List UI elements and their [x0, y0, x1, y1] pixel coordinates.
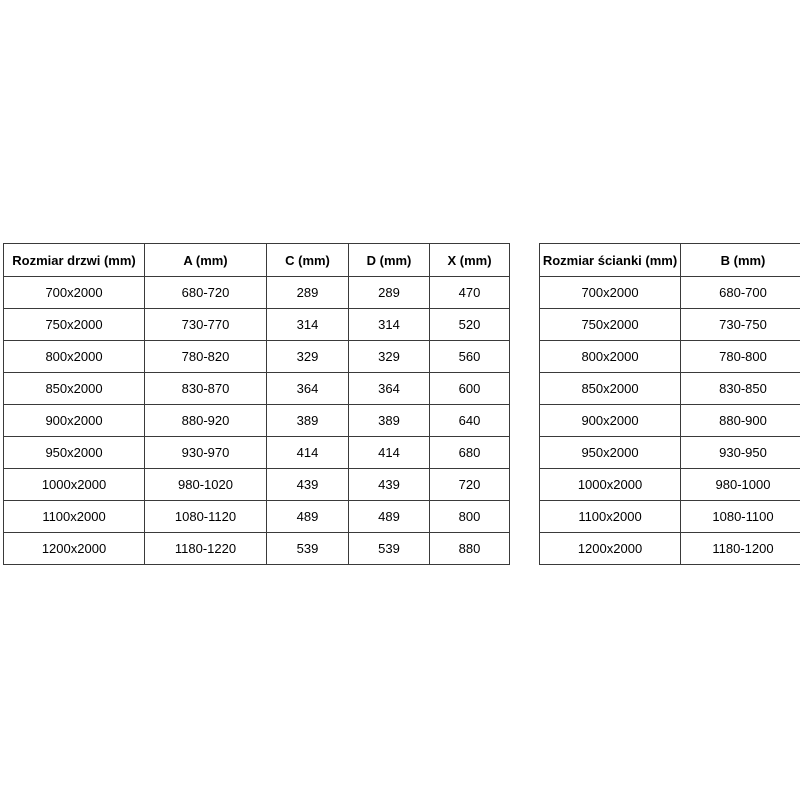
column-header: X (mm): [430, 244, 510, 277]
table-row: [4, 501, 510, 533]
table-cell: 730-750: [681, 309, 800, 341]
table-cell: 364: [349, 373, 430, 405]
table-cell: 700x2000: [540, 277, 681, 309]
column-header: C (mm): [267, 244, 349, 277]
table-cell: 800x2000: [540, 341, 681, 373]
table-cell: 329: [267, 341, 349, 373]
table-cell: 414: [349, 437, 430, 469]
table-row: [4, 533, 510, 565]
table-row: [540, 469, 800, 501]
table-row: [4, 309, 510, 341]
table-cell: 1200x2000: [4, 533, 145, 565]
door-dimensions-table: [3, 243, 510, 565]
table-row: [540, 501, 800, 533]
table-cell: 414: [267, 437, 349, 469]
table-cell: 470: [430, 277, 510, 309]
table-cell: 1200x2000: [540, 533, 681, 565]
table-cell: 680-720: [145, 277, 267, 309]
table-cell: 900x2000: [540, 405, 681, 437]
table-row: [4, 341, 510, 373]
table-row: [540, 533, 800, 565]
table-cell: 980-1020: [145, 469, 267, 501]
table-row: [540, 277, 800, 309]
table-cell: 539: [349, 533, 430, 565]
table-cell: 880-920: [145, 405, 267, 437]
table-cell: 950x2000: [4, 437, 145, 469]
table-cell: 489: [267, 501, 349, 533]
table-cell: 930-950: [681, 437, 800, 469]
table-cell: 850x2000: [4, 373, 145, 405]
table-cell: 640: [430, 405, 510, 437]
column-header: Rozmiar drzwi (mm): [4, 244, 145, 277]
table-cell: 1100x2000: [4, 501, 145, 533]
column-header: B (mm): [681, 244, 800, 277]
table-row: [4, 469, 510, 501]
table-row: [4, 277, 510, 309]
wall-dimensions-table: [539, 243, 800, 565]
table-cell: 980-1000: [681, 469, 800, 501]
table-cell: 830-870: [145, 373, 267, 405]
table-cell: 520: [430, 309, 510, 341]
table-cell: 1180-1220: [145, 533, 267, 565]
table-cell: 950x2000: [540, 437, 681, 469]
table-cell: 364: [267, 373, 349, 405]
table-cell: 680: [430, 437, 510, 469]
table-row: [4, 405, 510, 437]
table-cell: 700x2000: [4, 277, 145, 309]
table-cell: 720: [430, 469, 510, 501]
header-row: [4, 244, 510, 277]
table-cell: 439: [267, 469, 349, 501]
table-row: [540, 405, 800, 437]
table-cell: 680-700: [681, 277, 800, 309]
table-row: [540, 309, 800, 341]
table-cell: 289: [267, 277, 349, 309]
table-cell: 1080-1120: [145, 501, 267, 533]
table-cell: 780-820: [145, 341, 267, 373]
table-row: [540, 341, 800, 373]
table-cell: 289: [349, 277, 430, 309]
table-cell: 1000x2000: [4, 469, 145, 501]
table-row: [540, 437, 800, 469]
table-cell: 750x2000: [4, 309, 145, 341]
table-cell: 314: [267, 309, 349, 341]
table-cell: 560: [430, 341, 510, 373]
table-row: [4, 373, 510, 405]
table-cell: 880: [430, 533, 510, 565]
table-cell: 930-970: [145, 437, 267, 469]
table-cell: 389: [267, 405, 349, 437]
table-cell: 1180-1200: [681, 533, 800, 565]
table-cell: 780-800: [681, 341, 800, 373]
table-cell: 750x2000: [540, 309, 681, 341]
table-cell: 314: [349, 309, 430, 341]
table-cell: 800: [430, 501, 510, 533]
table-cell: 489: [349, 501, 430, 533]
table-cell: 800x2000: [4, 341, 145, 373]
table-cell: 389: [349, 405, 430, 437]
table-cell: 850x2000: [540, 373, 681, 405]
table-cell: 439: [349, 469, 430, 501]
table-row: [4, 437, 510, 469]
table-cell: 329: [349, 341, 430, 373]
table-cell: 1080-1100: [681, 501, 800, 533]
table-cell: 539: [267, 533, 349, 565]
column-header: A (mm): [145, 244, 267, 277]
table-cell: 880-900: [681, 405, 800, 437]
table-cell: 730-770: [145, 309, 267, 341]
table-cell: 900x2000: [4, 405, 145, 437]
table-row: [540, 373, 800, 405]
table-cell: 830-850: [681, 373, 800, 405]
table-cell: 1000x2000: [540, 469, 681, 501]
table-cell: 600: [430, 373, 510, 405]
column-header: Rozmiar ścianki (mm): [540, 244, 681, 277]
table-cell: 1100x2000: [540, 501, 681, 533]
header-row: [540, 244, 800, 277]
column-header: D (mm): [349, 244, 430, 277]
